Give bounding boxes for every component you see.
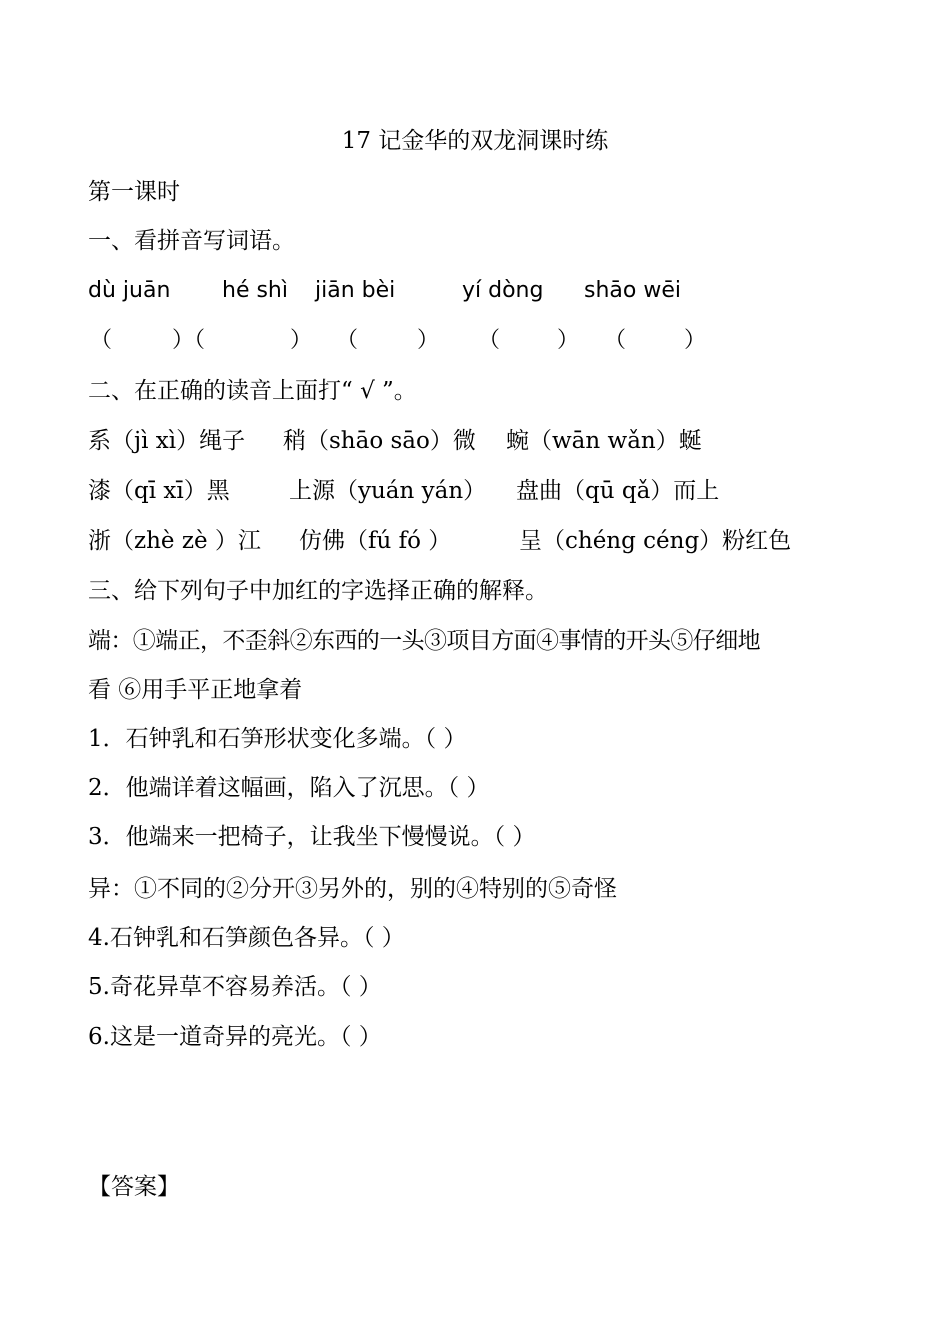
duan-definitions: 端：①端正，不歪斜②东西的一头③项目方面④事情的开头⑤仔细地	[88, 628, 761, 654]
lesson-label: 第一课时	[88, 179, 180, 205]
pronunciation-item: 仿佛（fú fó ）	[299, 528, 452, 554]
pinyin-2: hé shì	[222, 278, 288, 303]
section3-heading: 三、给下列句子中加红的字选择正确的解释。	[88, 578, 548, 604]
question-6: 6.这是一道奇异的亮光。（ ）	[88, 1024, 382, 1050]
question-5: 5.奇花异草不容易养活。（ ）	[88, 974, 382, 1000]
blank-paren: ）	[417, 328, 440, 353]
pronunciation-item: 蜿（wān wǎn）蜒	[506, 428, 702, 454]
blank-paren: （	[336, 328, 359, 353]
duan-definitions-cont: 看 ⑥用手平正地拿着	[88, 677, 303, 703]
blank-paren: （	[478, 328, 501, 353]
blank-paren: ）	[290, 328, 313, 353]
pinyin-1: dù juān	[88, 278, 171, 303]
blank-paren: ）	[684, 328, 707, 353]
question-3: 3．他端来一把椅子，让我坐下慢慢说。（ ）	[88, 824, 536, 850]
blank-paren: （	[604, 328, 627, 353]
section1-heading: 一、看拼音写词语。	[88, 228, 295, 254]
question-4: 4.石钟乳和石笋颜色各异。（ ）	[88, 925, 405, 951]
page-title: 17 记金华的双龙洞课时练	[341, 128, 609, 154]
blank-paren: ）（	[172, 328, 206, 353]
pinyin-3: jiān bèi	[315, 278, 396, 303]
blank-paren: （	[90, 328, 113, 353]
pronunciation-item: 漆（qī xī）黑	[88, 478, 230, 504]
pinyin-5: shāo wēi	[584, 278, 681, 303]
question-1: 1．石钟乳和石笋形状变化多端。（ ）	[88, 726, 467, 752]
question-2: 2．他端详着这幅画，陷入了沉思。（ ）	[88, 775, 490, 801]
pronunciation-item: 系（jì xì）绳子	[88, 428, 246, 454]
pronunciation-item: 盘曲（qū qǎ）而上	[516, 478, 720, 504]
pronunciation-item: 稍（shāo sāo）微	[283, 428, 476, 454]
pronunciation-item: 上源（yuán yán）	[289, 478, 487, 504]
pronunciation-item: 浙（zhè zè ）江	[88, 528, 261, 554]
yi-definitions: 异：①不同的②分开③另外的，别的④特别的⑤奇怪	[88, 876, 617, 902]
pronunciation-item: 呈（chéng céng）粉红色	[519, 528, 792, 554]
answer-heading: 【答案】	[88, 1174, 180, 1200]
blank-paren: ）	[557, 328, 580, 353]
pinyin-4: yí dòng	[462, 278, 544, 303]
section2-heading: 二、在正确的读音上面打“ √ ”。	[88, 378, 417, 404]
